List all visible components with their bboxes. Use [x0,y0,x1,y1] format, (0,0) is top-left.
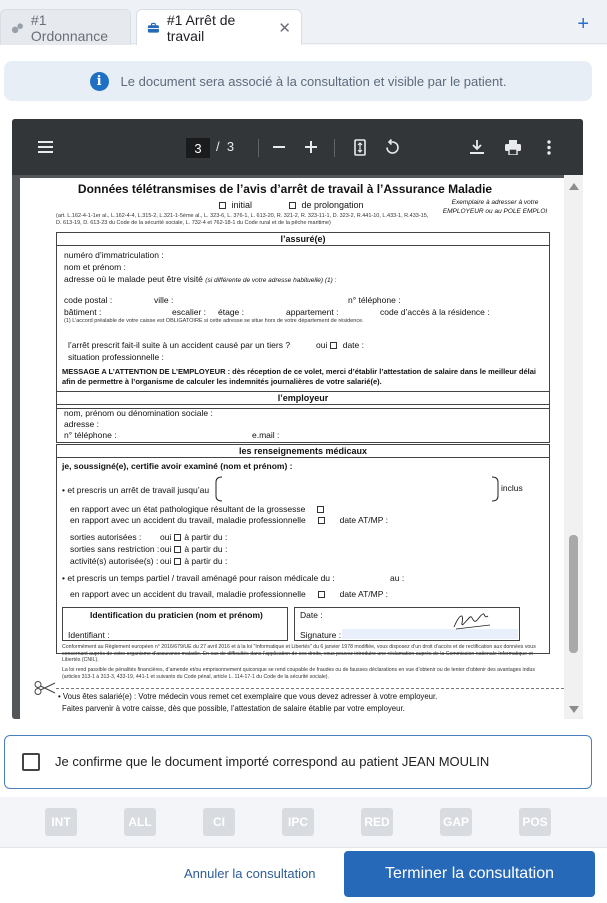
etage-label: étage : [218,307,244,317]
section-medical: les renseignements médicaux [56,444,550,458]
tab-label: #1 Ordonnance [30,11,108,44]
document-panel [0,45,607,797]
prolongation-option [286,200,364,210]
finish-consultation-button[interactable]: Terminer la consultation [344,851,595,897]
tab-label: #1 Arrêt de travail [166,11,236,44]
prolongation-checkbox [289,202,296,209]
date-bracket-right [490,476,500,502]
exemplaire-note: Exemplaire à adresser à votre EMPLOYEUR ou au POLE EMPLOI [442,199,548,215]
info-banner [4,61,592,101]
info-icon: i [90,72,109,91]
ident-praticien-label: Identification du praticien (nom et prénom) [90,610,263,620]
briefcase-icon [147,21,160,35]
activites-autorisees-checkbox [174,558,181,565]
date-label: date : [342,340,364,350]
adresse-visite-note: (si différente de votre adresse habituelle) (1) : [205,277,337,284]
escalier-label: escalier : [172,307,207,317]
prescris-jusqua-label: • et prescris un arrêt de travail jusqu’au [62,485,210,495]
steps-bar [0,797,607,847]
section-assure: l’assuré(e) [56,232,550,246]
appartement-label: appartement : [286,307,339,317]
adresse-label: adresse : [64,419,99,429]
activites-autorisees-label: activité(s) autorisée(s) : [70,556,159,566]
confirm-label: Je confirme que le document importé correspond au patient JEAN MOULIN [55,754,490,769]
tel-employeur-label: n° téléphone : [64,430,117,440]
code-acces-label: code d’accès à la résidence : [380,307,490,317]
oui-label: oui [160,556,172,566]
nom-denomination-label: nom, prénom ou dénomination sociale : [64,408,213,418]
immatriculation-label: numéro d’immatriculation : [64,250,164,260]
adresse-visite-label [64,274,336,284]
date-at-mp-label: date AT/MP : [339,515,388,525]
zoom-in-icon[interactable] [305,141,317,153]
toolbar-divider [258,139,259,157]
scissors-icon [34,681,56,695]
oui-checkbox [330,342,337,349]
download-icon[interactable] [470,139,484,155]
info-text: Le document sera associé à la consultation et visible par le patient. [120,73,507,89]
rotate-icon[interactable] [384,139,401,156]
scroll-up-icon[interactable] [569,183,579,190]
pdf-page [20,178,564,719]
step-ci[interactable]: CI [203,808,235,836]
a-partir-du-label: à partir du : [184,532,228,542]
certifie-label: je, soussigné(e), certifie avoir examiné (nom et prénom) : [62,461,293,471]
footer [0,847,607,903]
sorties-autorisees-label: sorties autorisées : [70,532,142,542]
salarie-line: • Vous êtes salarié(e) : Votre médecin vous remet cet exemplaire que vous devez adresser à votre employeur. [58,692,438,701]
date-bracket-left [214,476,224,502]
sorties-autorisees-checkbox [174,534,181,541]
page-number-input[interactable]: 3 [186,138,210,158]
email-label: e.mail : [252,430,280,440]
accord-note: (1) L’accord préalable de votre caisse est OBLIGATOIRE si cette adresse se situe hors de votre département de résidence. [64,318,364,324]
rgpd-text: Conformément au Règlement européen n° 2016/679/UE du 27 avril 2016 et à la loi "Informatique et Libertés" du 6 janvier 1978 modifiée, vous disposez d’un droit d’accès et de rectification aux données vous concernant auprès de votre organisme d’assurance maladie. En cas de difficultés dans l’application de ces droits, vous pouvez introduire une réclamation auprès de la Commission nationale Informatique et Libertés (CNIL). [62,644,536,663]
page-total-value: 3 [226,139,235,154]
caisse-line: Faites parvenir à votre caisse, dès que possible, l’attestation de salaire établie par votre employeur. [62,704,405,713]
date-at-mp-label: date AT/MP : [339,589,388,599]
step-red[interactable]: RED [361,808,393,836]
scroll-down-icon[interactable] [569,706,579,713]
oui-label: oui [160,532,172,542]
tab-arret-travail[interactable] [136,9,302,45]
step-ipc[interactable]: IPC [282,808,314,836]
toolbar-divider [334,139,335,157]
sorties-sans-restriction-row [70,544,227,554]
au-label: au : [390,573,405,583]
loi-text: La loi rend passible de pénalités financières, d’amende et/ou emprisonnement quiconque se rend coupable de fraudes ou de fausses déclarations en vue d’obtenir ou de tenter d’obtenir des avantages indus (articles 313-1 à 313-3, 433-19, 441-1 et suivants du Code pénal, article L. 114-17-1 du Code de la sécurité sociale). [62,667,535,680]
message-employeur: MESSAGE A L’ATTENTION DE L’EMPLOYEUR : dès réception de ce volet, merci d’établir l’attestation de salaire dans le meilleur délai afin de permettre à l’organisme de calculer les indemnités journalières de votre salarié(e). [62,367,537,386]
telephone-label: n° téléphone : [348,295,401,305]
nom-prenom-label: nom et prénom : [64,262,126,272]
sorties-autorisees-row [70,532,227,542]
step-gap[interactable]: GAP [440,808,472,836]
cut-line [56,688,564,689]
a-partir-du-label: à partir du : [184,544,228,554]
tab-ordonnance[interactable] [0,9,131,45]
inclus-label: inclus [501,483,523,493]
add-tab-button[interactable]: + [577,13,589,35]
adresse-visite-text: adresse où le malade peut être visité [64,274,203,284]
sorties-sans-restriction-label: sorties sans restriction : [70,544,160,554]
accident-travail-text: en rapport avec un accident du travail, maladie professionnelle [70,515,306,525]
situation-pro-label: situation professionnelle : [68,352,164,362]
step-pos[interactable]: POS [519,808,551,836]
pdf-toolbar [12,119,583,175]
accident-travail-label [70,515,388,525]
legal-references: (art. L.162-4-1-1er al., L.162-4-4, L.315-2, L.321-1-5ème al., L. 323-6, L. 376-1, L. 613-20, R. 321-2, R. 323-11-1, D. 323-2, R.441-10, L.433-1, R.433-15, D. 613-19, D. 613-23 du Code de la sécurité sociale, L. 732-4 et 762-18-1 du Code rural et de la pêche maritime) [56,213,429,226]
print-icon[interactable] [505,140,521,155]
more-options-icon[interactable] [547,140,551,155]
pills-icon [11,21,24,35]
section-employeur: l’employeur [56,391,550,405]
accident-travail-checkbox [318,591,325,598]
confirm-patient-box [4,735,592,789]
initial-option [216,200,252,210]
scrollbar-thumb[interactable] [569,535,578,653]
page-separator: / [216,139,220,154]
temps-partiel-label: • et prescris un temps partiel / travail aménagé pour raison médicale du : [62,573,335,583]
zoom-out-icon[interactable] [273,146,285,148]
page-total [216,139,234,154]
grossesse-checkbox [317,506,324,513]
pdf-scrollbar[interactable] [564,175,583,719]
initial-checkbox [219,202,226,209]
grossesse-text: en rapport avec un état pathologique résultant de la grossesse [70,504,306,514]
fit-page-icon[interactable] [354,139,366,156]
sorties-sans-restriction-checkbox [174,546,181,553]
step-all[interactable]: ALL [124,808,156,836]
signature-label: Signature : [300,630,342,640]
accident-travail-checkbox [318,517,325,524]
prolongation-label: de prolongation [301,200,364,210]
pdf-viewer [12,119,583,719]
date-signature-label: Date : [300,610,323,620]
a-partir-du-label: à partir du : [184,556,228,566]
identifiant-label: Identifiant : [68,630,110,640]
accident-tiers-oui [316,340,364,350]
accident-travail-text: en rapport avec un accident du travail, maladie professionnelle [70,589,306,599]
oui-label: oui [160,544,172,554]
ville-label: ville : [154,295,174,305]
close-icon[interactable]: ✕ [278,19,291,37]
accident-travail-label-2 [70,589,388,599]
batiment-label: bâtiment : [64,307,102,317]
activites-autorisees-row [70,556,227,566]
oui-label: oui [316,340,328,350]
grossesse-label [70,504,327,514]
step-int[interactable]: INT [45,808,77,836]
code-postal-label: code postal : [64,295,113,305]
form-title: Données télétransmises de l’avis d’arrêt de travail à l’Assurance Maladie [77,182,493,196]
accident-tiers-label: l’arrêt prescrit fait-il suite à un accident causé par un tiers ? [68,340,291,350]
tab-bar [0,0,607,44]
initial-label: initial [231,200,253,210]
menu-icon[interactable] [38,141,53,153]
cancel-consultation-button[interactable]: Annuler la consultation [184,866,316,881]
confirm-checkbox[interactable] [22,753,40,771]
handwritten-signature [452,609,492,631]
